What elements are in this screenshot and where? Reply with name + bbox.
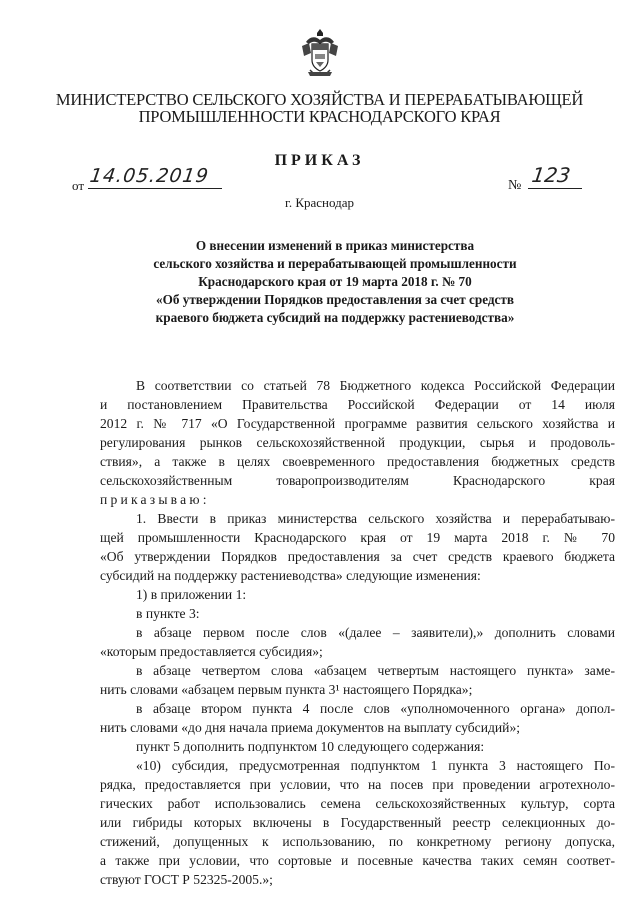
handwritten-date: 14.05.2019: [88, 165, 211, 187]
body-line: гических работ использовались семена сельскохозяйственных культур, сорта: [100, 796, 615, 811]
body-line: в абзаце втором пункта 4 после слов «уполномоченного органа» допол-: [136, 701, 615, 716]
body-line: в абзаце четвертом слова «абзацем четвертым настоящего пункта» заме-: [136, 663, 615, 678]
subject-line: Краснодарского края от 19 марта 2018 г. № 70: [198, 274, 472, 289]
body-line: ствуют ГОСТ Р 52325-2005.»;: [100, 872, 273, 887]
body-line: или гибриды которых включены в Государственный реестр селекционных до-: [100, 815, 615, 830]
ministry-name-line-1: МИНИСТЕРСТВО СЕЛЬСКОГО ХОЗЯЙСТВА И ПЕРЕРАБАТЫВАЮЩЕЙ: [55, 90, 584, 109]
body-line: пункт 5 дополнить подпунктом 10 следующего содержания:: [136, 739, 485, 754]
body-line: В соответствии со статьей 78 Бюджетного кодекса Российской Федерации: [136, 378, 615, 393]
body-line: «Об утверждении Порядков предоставления за счет средств краевого бюджета: [100, 549, 615, 564]
subject-line: О внесении изменений в приказ министерства: [195, 238, 475, 253]
coat-of-arms-emblem: [300, 26, 340, 78]
order-title: ПРИКАЗ: [274, 152, 365, 169]
body-line: в абзаце первом после слов «(далее – заявители),» дополнить словами: [136, 625, 615, 640]
body-line: ствия», а также в целях своевременного предоставления бюджетных средств: [100, 454, 615, 469]
body-line: 2012 г. № 717 «О Государственной программе развития сельского хозяйства и: [100, 416, 615, 431]
body-line: 1. Ввести в приказ министерства сельского хозяйства и перерабатываю-: [136, 511, 615, 526]
handwritten-order-number: 123: [530, 163, 572, 187]
body-line: щей промышленности Краснодарского края от 19 марта 2018 г. № 70: [100, 530, 615, 545]
city-label: г. Краснодар: [284, 195, 355, 210]
order-number-label: №: [508, 178, 522, 193]
body-line: нить словами «абзацем первым пункта 3¹ настоящего Порядка»;: [100, 682, 473, 697]
body-line: нить словами «до дня начала приема документов на выплату субсидий»;: [100, 720, 521, 735]
body-line: и постановлением Правительства Российской Федерации от 14 июля: [100, 397, 615, 412]
date-from-label: от: [72, 178, 85, 193]
body-line-order-word: приказываю:: [100, 492, 210, 507]
subject-line: «Об утверждении Порядков предоставления за счет средств: [155, 292, 515, 307]
ministry-name-line-2: ПРОМЫШЛЕННОСТИ КРАСНОДАРСКОГО КРАЯ: [138, 107, 501, 126]
body-line: «которым предоставляется субсидия»;: [100, 644, 323, 659]
body-line: в пункте 3:: [136, 606, 200, 621]
number-underline: [528, 188, 582, 189]
body-line: субсидий на поддержку растениеводства» следующие изменения:: [100, 568, 481, 583]
body-line: стижений, допущенных к использованию, по конкретному региону допуска,: [100, 834, 615, 849]
subject-line: краевого бюджета субсидий на поддержку растениеводства»: [155, 310, 515, 325]
body-line: регулирования рынков сельскохозяйственной продукции, сырья и продоволь-: [100, 435, 615, 450]
date-underline: [88, 188, 222, 189]
subject-line: сельского хозяйства и перерабатывающей промышленности: [153, 256, 517, 271]
body-line: 1) в приложении 1:: [136, 587, 247, 602]
body-line: рядка, предоставляется при условии, что на посев при проведении агротехноло-: [100, 777, 615, 792]
body-line: «10) субсидия, предусмотренная подпунктом 1 пункта 3 настоящего По-: [136, 758, 615, 773]
body-line: сельскохозяйственным товаропроизводителям Краснодарского края: [100, 473, 615, 488]
body-line: а также при условии, что сортовые и посевные качества таких семян соответ-: [100, 853, 615, 868]
